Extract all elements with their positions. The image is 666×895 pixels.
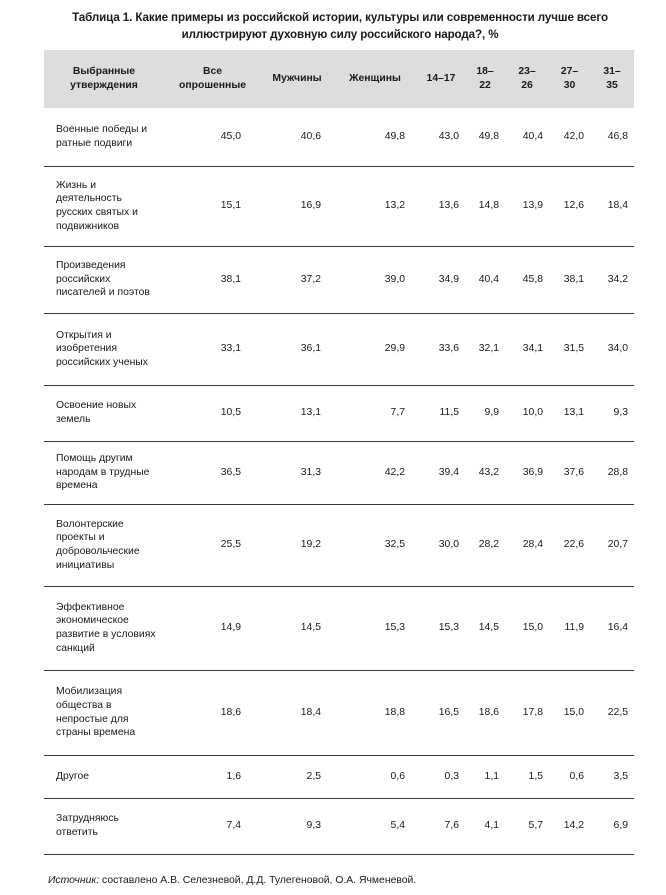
cell-value: 14,5: [465, 586, 505, 670]
table-row: [44, 798, 634, 854]
row-label: [44, 670, 164, 755]
cell-value: 36,5: [164, 441, 261, 504]
cell-value: 1,6: [164, 755, 261, 798]
cell-value: 7,6: [417, 798, 465, 854]
cell-value: 1,5: [505, 755, 549, 798]
column-header-men: Мужчины: [272, 73, 322, 85]
cell-value: 30,0: [417, 504, 465, 586]
row-label-text: Жизнь и деятельность русских святых и подвижников: [56, 179, 138, 232]
column-header-women: Женщины: [349, 73, 401, 85]
cell-value: 33,1: [164, 313, 261, 385]
cell-value: 13,1: [261, 385, 333, 441]
survey-table: [44, 50, 634, 855]
cell-value: 10,0: [505, 385, 549, 441]
row-label-text: Освоение новых земель: [56, 400, 137, 425]
cell-value: 40,4: [465, 246, 505, 313]
cell-value: 29,9: [333, 313, 417, 385]
cell-value: 0,6: [549, 755, 590, 798]
cell-value: 36,1: [261, 313, 333, 385]
column-header-age-14-17: 14–17: [426, 73, 456, 85]
cell-value: 32,1: [465, 313, 505, 385]
cell-value: 39,4: [417, 441, 465, 504]
cell-value: 11,5: [417, 385, 465, 441]
cell-value: 15,1: [164, 166, 261, 246]
cell-value: 12,6: [549, 166, 590, 246]
cell-value: 42,0: [549, 108, 590, 166]
cell-value: 39,0: [333, 246, 417, 313]
cell-value: 36,9: [505, 441, 549, 504]
table-row: [44, 755, 634, 798]
cell-value: 31,5: [549, 313, 590, 385]
cell-value: 1,1: [465, 755, 505, 798]
cell-value: 19,2: [261, 504, 333, 586]
cell-value: 15,3: [333, 586, 417, 670]
cell-value: 13,1: [549, 385, 590, 441]
cell-value: 18,4: [590, 166, 634, 246]
cell-value: 45,8: [505, 246, 549, 313]
table-row: [44, 246, 634, 313]
cell-value: 14,2: [549, 798, 590, 854]
row-label: [44, 798, 164, 854]
row-label-text: Военные победы и ратные подвиги: [56, 124, 148, 149]
cell-value: 28,4: [505, 504, 549, 586]
cell-value: 7,4: [164, 798, 261, 854]
cell-value: 37,6: [549, 441, 590, 504]
cell-value: 18,8: [333, 670, 417, 755]
cell-value: 6,9: [590, 798, 634, 854]
cell-value: 4,1: [465, 798, 505, 854]
row-label: [44, 755, 164, 798]
cell-value: 40,4: [505, 108, 549, 166]
column-header-age-31-35: 31–35: [603, 66, 621, 91]
row-label: [44, 246, 164, 313]
cell-value: 15,0: [549, 670, 590, 755]
row-label-text: Другое: [56, 770, 90, 782]
cell-value: 18,6: [164, 670, 261, 755]
row-label-text: Мобилизация общества в непростые для страны времена: [56, 686, 136, 739]
cell-value: 13,2: [333, 166, 417, 246]
row-label: [44, 504, 164, 586]
source-text: составлено А.В. Селезневой, Д.Д. Тулегеновой, О.А. Ячменевой.: [99, 875, 417, 886]
row-label-text: Произведения российских писателей и поэтов: [56, 260, 150, 299]
table-row: [44, 586, 634, 670]
cell-value: 3,5: [590, 755, 634, 798]
cell-value: 9,9: [465, 385, 505, 441]
column-header-age-23-26: 23–26: [518, 66, 536, 91]
column-header-statements: Выбранные утверждения: [70, 66, 138, 91]
row-label: [44, 385, 164, 441]
cell-value: 43,0: [417, 108, 465, 166]
row-label-text: Волонтерские проекты и добровольческие инициативы: [56, 518, 140, 571]
cell-value: 38,1: [549, 246, 590, 313]
source-note: [48, 874, 416, 887]
table-body: [44, 108, 634, 854]
cell-value: 40,6: [261, 108, 333, 166]
table-header-row: [44, 50, 634, 108]
cell-value: 13,6: [417, 166, 465, 246]
cell-value: 5,4: [333, 798, 417, 854]
cell-value: 28,2: [465, 504, 505, 586]
row-label-text: Затрудняюсь ответить: [56, 813, 119, 838]
cell-value: 42,2: [333, 441, 417, 504]
table-row: [44, 504, 634, 586]
cell-value: 15,3: [417, 586, 465, 670]
row-label: [44, 586, 164, 670]
row-label: [44, 166, 164, 246]
column-header-age-27-30: 27–30: [560, 66, 579, 91]
row-label: [44, 313, 164, 385]
cell-value: 9,3: [590, 385, 634, 441]
cell-value: 33,6: [417, 313, 465, 385]
cell-value: 43,2: [465, 441, 505, 504]
cell-value: 34,9: [417, 246, 465, 313]
table-row: [44, 441, 634, 504]
cell-value: 9,3: [261, 798, 333, 854]
cell-value: 32,5: [333, 504, 417, 586]
cell-value: 14,5: [261, 586, 333, 670]
cell-value: 18,6: [465, 670, 505, 755]
row-label: [44, 441, 164, 504]
cell-value: 2,5: [261, 755, 333, 798]
table-title: Таблица 1. Какие примеры из российской истории, культуры или современности лучше всего иллюстрируют духовную силу российского народа?, %: [72, 11, 608, 41]
cell-value: 22,5: [590, 670, 634, 755]
table-row: [44, 670, 634, 755]
row-label-text: Помощь другим народам в трудные времена: [56, 453, 150, 492]
row-label: [44, 108, 164, 166]
table-row: [44, 313, 634, 385]
cell-value: 15,0: [505, 586, 549, 670]
cell-value: 0,3: [417, 755, 465, 798]
cell-value: 45,0: [164, 108, 261, 166]
cell-value: 49,8: [333, 108, 417, 166]
cell-value: 14,8: [465, 166, 505, 246]
cell-value: 17,8: [505, 670, 549, 755]
cell-value: 22,6: [549, 504, 590, 586]
cell-value: 7,7: [333, 385, 417, 441]
cell-value: 16,4: [590, 586, 634, 670]
cell-value: 5,7: [505, 798, 549, 854]
cell-value: 14,9: [164, 586, 261, 670]
cell-value: 38,1: [164, 246, 261, 313]
row-label-text: Эффективное экономическое развитие в условиях санкций: [56, 601, 156, 654]
cell-value: 34,1: [505, 313, 549, 385]
cell-value: 46,8: [590, 108, 634, 166]
table-row: [44, 166, 634, 246]
cell-value: 16,5: [417, 670, 465, 755]
table-row: [44, 108, 634, 166]
column-header-all-respondents: Все опрошенные: [179, 66, 246, 91]
cell-value: 37,2: [261, 246, 333, 313]
cell-value: 34,0: [590, 313, 634, 385]
cell-value: 20,7: [590, 504, 634, 586]
cell-value: 31,3: [261, 441, 333, 504]
cell-value: 25,5: [164, 504, 261, 586]
cell-value: 49,8: [465, 108, 505, 166]
cell-value: 13,9: [505, 166, 549, 246]
cell-value: 28,8: [590, 441, 634, 504]
cell-value: 10,5: [164, 385, 261, 441]
source-prefix: Источник:: [48, 875, 100, 886]
cell-value: 0,6: [333, 755, 417, 798]
cell-value: 18,4: [261, 670, 333, 755]
column-header-age-18-22: 18–22: [476, 66, 494, 91]
cell-value: 11,9: [549, 586, 590, 670]
row-label-text: Открытия и изобретения российских ученых: [56, 329, 148, 368]
cell-value: 16,9: [261, 166, 333, 246]
cell-value: 34,2: [590, 246, 634, 313]
table-row: [44, 385, 634, 441]
